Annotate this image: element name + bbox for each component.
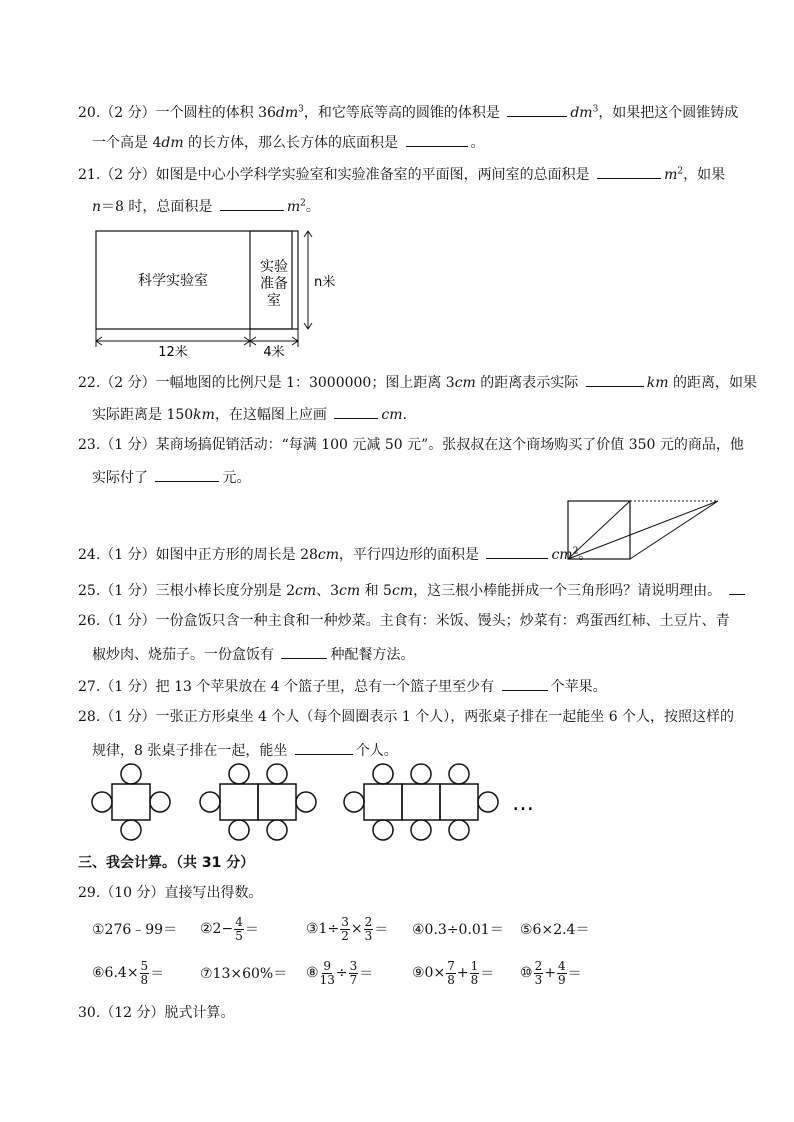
seat-circle [229, 820, 249, 840]
question-number: 21. [78, 167, 101, 183]
answer-blank[interactable] [729, 580, 745, 595]
numerator: 4 [235, 914, 243, 929]
question-text: 、3 [316, 583, 340, 599]
numerator: 1 [470, 958, 479, 973]
question-score: （2 分） [100, 167, 156, 183]
answer-blank[interactable] [586, 372, 644, 387]
calc-text: + [456, 965, 469, 981]
question-21-line-2 [92, 196, 320, 216]
question-text: 实际付了 [92, 470, 148, 486]
question-21-line-1 [78, 164, 725, 184]
unit: cm [551, 547, 573, 563]
question-text: 。 [305, 199, 320, 215]
question-text: ，如果 [683, 167, 726, 183]
question-text: 的距离表示实际 [475, 375, 579, 391]
question-26-line-1 [78, 612, 730, 630]
seat-circle [150, 792, 170, 812]
question-score: （2 分） [100, 105, 156, 121]
question-score: （2 分） [100, 375, 156, 391]
question-text: 椒炒肉、烧茄子。一份盒饭有 [92, 647, 274, 663]
calc-text: ＝ [374, 922, 389, 938]
question-text: 脱式计算。 [164, 1005, 235, 1021]
question-text: 直接写出得数。 [164, 885, 263, 901]
answer-blank[interactable] [334, 404, 378, 419]
question-number: 26. [78, 613, 101, 629]
question-28-line-2 [92, 740, 398, 760]
table-seating-figure [90, 762, 550, 844]
question-20-line-2 [92, 132, 485, 152]
calc-item-2 [200, 912, 259, 946]
calc-item-1 [92, 912, 177, 946]
calc-text: ＝ [480, 966, 495, 982]
room-floor-plan-figure [88, 225, 348, 360]
denominator: 13 [319, 972, 335, 987]
numerator: 3 [341, 914, 349, 929]
question-text: 某商场搞促销活动：“每满 100 元减 50 元”。张叔叔在这个商场购买了价值 350 元的商品，他 [155, 437, 744, 453]
answer-blank[interactable] [486, 544, 548, 559]
question-23-line-1 [78, 436, 744, 454]
question-number: 27. [78, 679, 101, 695]
answer-blank[interactable] [220, 196, 284, 211]
numerator: 4 [557, 958, 566, 973]
calc-text: ⑧ [306, 965, 319, 981]
seat-circle [200, 792, 220, 812]
question-text: 一个高是 4 [92, 135, 162, 151]
calc-item-7 [200, 956, 287, 990]
denominator: 7 [349, 972, 358, 987]
numerator: 9 [323, 958, 332, 973]
section-heading: 三、我会计算。（共 31 分） [78, 855, 255, 871]
question-number: 30. [78, 1005, 101, 1021]
calc-item-3 [306, 912, 388, 946]
denominator: 5 [235, 928, 243, 943]
question-text: 如图中正方形的周长是 28 [155, 547, 318, 563]
calc-text: ÷ [335, 965, 348, 981]
calc-item-8 [306, 956, 373, 990]
question-score: （1 分） [100, 679, 156, 695]
question-text: 个苹果。 [550, 679, 607, 695]
question-text: 规律，8 张桌子排在一起，能坐 [92, 743, 288, 759]
table-square [112, 784, 150, 820]
unit: km [193, 407, 215, 423]
question-number: 29. [78, 885, 101, 901]
exponent: 2 [677, 166, 684, 177]
question-score: （1 分） [100, 709, 156, 725]
question-text: 和 5 [360, 583, 392, 599]
seat-circle [229, 764, 249, 784]
seat-circle [92, 792, 112, 812]
question-text: 的距离，如果 [668, 375, 757, 391]
fraction [470, 960, 480, 987]
table-square [440, 784, 478, 820]
question-text: ，平行四边形的面积是 [339, 547, 480, 563]
question-text: 实际距离是 150 [92, 407, 194, 423]
question-text: 。 [578, 547, 593, 563]
question-number: 22. [78, 375, 101, 391]
exponent: 3 [592, 104, 599, 115]
question-text: . [402, 407, 407, 423]
exponent: 2 [300, 198, 306, 209]
calc-text: ⑨0× [412, 965, 446, 981]
question-text: 种配餐方法。 [330, 647, 415, 663]
calc-text: × [350, 921, 363, 937]
denominator: 2 [341, 928, 349, 943]
answer-blank[interactable] [406, 132, 468, 147]
answer-blank[interactable] [502, 676, 548, 691]
fraction [340, 916, 350, 943]
room-right-label-1: 实验 [260, 259, 288, 275]
question-score: （12 分） [100, 1005, 165, 1021]
seat-circle [344, 792, 364, 812]
answer-blank[interactable] [155, 467, 219, 482]
question-score: （10 分） [100, 885, 165, 901]
question-score: （1 分） [100, 613, 156, 629]
question-28-line-1 [78, 708, 734, 726]
question-text: ，和它等底等高的圆锥的体积是 [303, 105, 500, 121]
denominator: 3 [364, 928, 373, 943]
calc-text: ⑦13×60%＝ [200, 966, 288, 982]
question-text: 一个圆柱的体积 36 [155, 105, 276, 121]
calc-text: ＝ [244, 922, 259, 938]
question-score: （1 分） [100, 547, 156, 563]
room-right-label-2: 准备 [260, 276, 288, 292]
numerator: 2 [534, 958, 543, 973]
calc-text: ③1÷ [306, 921, 340, 937]
question-23-line-2 [92, 467, 250, 487]
unit: m [286, 199, 301, 215]
question-text: 如图是中心小学科学实验室和实验准备室的平面图，两间室的总面积是 [155, 167, 590, 183]
exponent: 2 [572, 546, 579, 557]
table-square [220, 784, 258, 820]
room-right-label-3: 室 [267, 293, 281, 309]
unit: dm [570, 105, 593, 121]
seat-circle [296, 792, 316, 812]
denominator: 8 [140, 972, 149, 987]
unit: dm [161, 135, 184, 151]
question-26-line-2 [92, 644, 414, 664]
table-square [364, 784, 402, 820]
question-24-line-1 [78, 544, 592, 564]
seat-circle [267, 764, 287, 784]
seat-circle [449, 764, 469, 784]
seat-circle [449, 820, 469, 840]
question-score: （1 分） [100, 437, 156, 453]
calc-text: ＝ [150, 966, 165, 982]
question-text: 元。 [222, 470, 251, 486]
question-text: ＝8 时，总面积是 [101, 199, 213, 215]
width-right-label: 4米 [263, 345, 285, 360]
calc-text: ①276﹣99＝ [92, 922, 178, 938]
ellipsis: … [512, 791, 534, 816]
unit: cm [317, 547, 340, 563]
unit: dm [275, 105, 299, 121]
seat-circle [478, 792, 498, 812]
question-30-line-1 [78, 1004, 235, 1022]
numerator: 3 [349, 958, 358, 973]
calc-item-10 [520, 956, 582, 990]
calc-text: ⑩ [520, 965, 533, 981]
seat-circle [411, 820, 431, 840]
question-number: 23. [78, 437, 101, 453]
calc-text: + [544, 965, 556, 981]
unit: cm [381, 407, 403, 423]
variable: n [92, 199, 102, 215]
calc-text: ＝ [567, 966, 582, 982]
two-tables-group [200, 764, 316, 840]
question-number: 20. [78, 105, 101, 121]
fraction [557, 960, 567, 987]
exponent: 3 [298, 104, 304, 115]
question-text: 个人。 [355, 743, 398, 759]
answer-blank[interactable] [295, 740, 353, 755]
seat-circle [121, 820, 141, 840]
seat-circle [121, 764, 141, 784]
answer-blank[interactable] [281, 644, 327, 659]
answer-blank[interactable] [507, 102, 567, 117]
calc-text: ＝ [359, 966, 374, 982]
question-20-line-1 [78, 102, 738, 122]
question-text: 一份盒饭只含一种主食和一种炒菜。主食有：米饭、馒头；炒菜有：鸡蛋西红柿、土豆片、青 [155, 613, 730, 629]
question-text: 一幅地图的比例尺是 1：3000000；图上距离 3 [155, 375, 455, 391]
one-table-group [92, 764, 170, 840]
question-text: ，在这幅图上应画 [214, 407, 327, 423]
question-text: 。 [470, 135, 485, 151]
question-25-line-1 [78, 580, 748, 600]
unit: km [646, 375, 669, 391]
calc-text: ⑤6×2.4＝ [520, 922, 590, 938]
question-text: ，如果把这个圆锥铸成 [598, 105, 739, 121]
fraction [446, 960, 456, 987]
question-27-line-1 [78, 676, 607, 696]
room-left-label: 科学实验室 [138, 273, 208, 289]
question-text: 一张正方形桌坐 4 个人（每个圆圈表示 1 个人），两张桌子排在一起能坐 6 个人，按照这样的 [155, 709, 735, 725]
width-left-label: 12米 [158, 345, 188, 360]
height-label: n米 [314, 275, 336, 290]
calc-item-4 [412, 912, 504, 946]
unit: cm [454, 375, 476, 391]
seat-circle [373, 820, 393, 840]
calc-item-5 [520, 912, 589, 946]
question-22-line-2 [92, 404, 407, 424]
fraction [349, 960, 359, 987]
table-square [402, 784, 440, 820]
question-number: 28. [78, 709, 101, 725]
unit: cm [339, 583, 361, 599]
question-29-line-1 [78, 884, 263, 902]
fraction [320, 960, 335, 987]
unit: cm [391, 583, 414, 599]
calc-text: ④0.3÷0.01＝ [412, 922, 504, 938]
seat-circle [373, 764, 393, 784]
question-text: 把 13 个苹果放在 4 个篮子里，总有一个篮子里至少有 [155, 679, 495, 695]
question-22-line-1 [78, 372, 757, 392]
numerator: 7 [447, 958, 455, 973]
question-text: 三根小棒长度分别是 2 [155, 583, 295, 599]
numerator: 2 [364, 914, 373, 929]
question-number: 24. [78, 547, 101, 563]
calc-text: ②2− [200, 921, 234, 937]
calc-item-6 [92, 956, 164, 990]
calc-text: ⑥6.4× [92, 965, 139, 981]
unit: cm [294, 583, 317, 599]
numerator: 5 [140, 958, 149, 973]
denominator: 8 [470, 972, 479, 987]
question-number: 25. [78, 583, 101, 599]
fraction [364, 916, 374, 943]
three-tables-group [344, 764, 498, 840]
seat-circle [411, 764, 431, 784]
denominator: 3 [534, 972, 543, 987]
seat-circle [267, 820, 287, 840]
calc-item-9 [412, 956, 494, 990]
answer-blank[interactable] [597, 164, 661, 179]
unit: m [664, 167, 678, 183]
fraction [534, 960, 544, 987]
denominator: 8 [447, 972, 455, 987]
question-score: （1 分） [100, 583, 156, 599]
question-text: ，这三根小棒能拼成一个三角形吗？请说明理由。 [413, 583, 722, 599]
fraction [140, 960, 150, 987]
denominator: 9 [557, 972, 566, 987]
question-text: 的长方体，那么长方体的底面积是 [183, 135, 399, 151]
table-square [258, 784, 296, 820]
fraction [234, 916, 244, 943]
